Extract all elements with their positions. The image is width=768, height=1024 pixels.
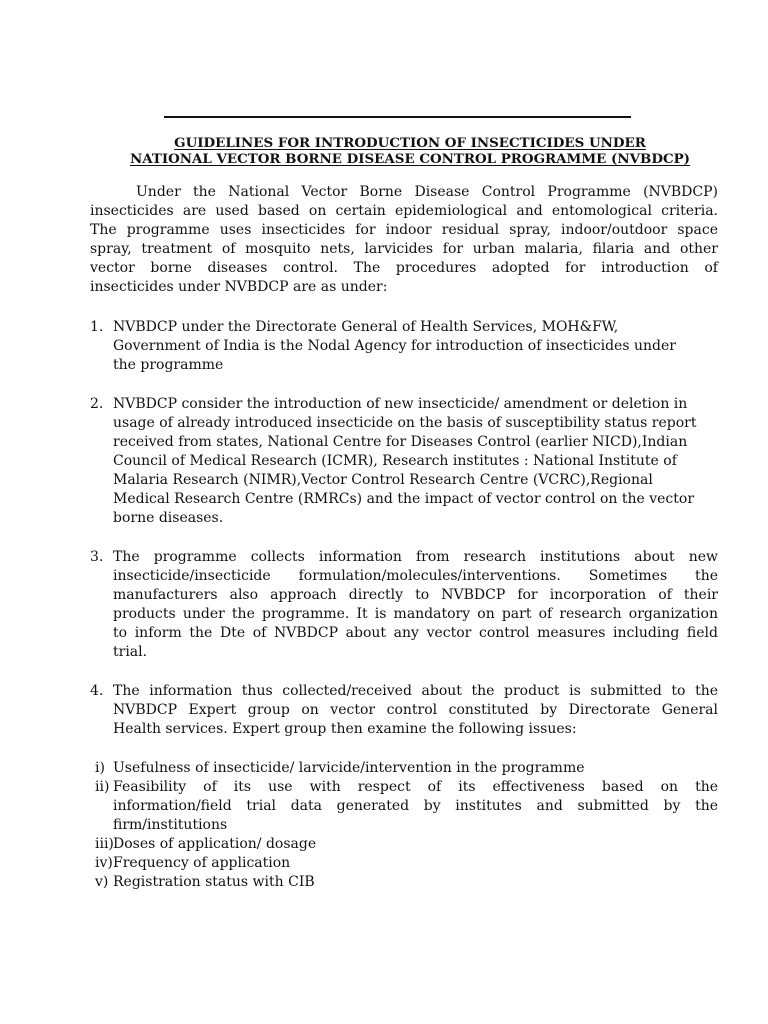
issue-line: Feasibility of its use with respect of its effectiveness based on the (113, 779, 718, 795)
list-item-number: 1. (90, 319, 104, 335)
list-item-line: NVBDCP Expert group on vector control constituted by Directorate General (113, 702, 718, 718)
issue-line: firm/institutions (113, 817, 228, 833)
list-item-line: NVBDCP consider the introduction of new insecticide/ amendment or deletion in (113, 396, 688, 412)
document-title-line-1: GUIDELINES FOR INTRODUCTION OF INSECTICIDES UNDER (174, 135, 646, 151)
list-item-line: The programme collects information from research institutions about new (113, 549, 718, 565)
header-rule (164, 116, 631, 118)
issue-number: ii) (95, 779, 110, 795)
list-item-line: usage of already introduced insecticide on the basis of susceptibility status report (113, 415, 697, 431)
list-item-line: products under the programme. It is mandatory on part of research organization (113, 606, 718, 622)
issue-line: Doses of application/ dosage (113, 836, 317, 852)
list-item-line: Medical Research Centre (RMRCs) and the impact of vector control on the vector (113, 491, 695, 507)
list-item-line: Malaria Research (NIMR),Vector Control Research Centre (VCRC),Regional (113, 472, 653, 488)
list-item-number: 2. (90, 396, 104, 412)
intro-line: spray, treatment of mosquito nets, larvicides for urban malaria, filaria and other (90, 241, 718, 257)
list-item-number: 3. (90, 549, 104, 565)
document-title-line-2: NATIONAL VECTOR BORNE DISEASE CONTROL PROGRAMME (NVBDCP) (130, 151, 690, 167)
list-item-line: received from states, National Centre for Diseases Control (earlier NICD),Indian (113, 434, 688, 450)
list-item-number: 4. (90, 683, 104, 699)
intro-line: insecticides under NVBDCP are as under: (90, 279, 388, 295)
list-item-line: manufacturers also approach directly to NVBDCP for incorporation of their (113, 587, 718, 603)
list-item-line: Council of Medical Research (ICMR), Research institutes : National Institute of (113, 453, 677, 469)
intro-line: Under the National Vector Borne Disease Control Programme (NVBDCP) (136, 184, 718, 200)
intro-line: vector borne diseases control. The procedures adopted for introduction of (90, 260, 718, 276)
list-item-line: Health services. Expert group then examine the following issues: (113, 721, 577, 737)
issue-number: iii) (95, 836, 114, 852)
list-item-line: Government of India is the Nodal Agency for introduction of insecticides under (113, 338, 676, 354)
list-item-line: The information thus collected/received about the product is submitted to the (113, 683, 718, 699)
list-item-line: NVBDCP under the Directorate General of Health Services, MOH&FW, (113, 319, 619, 335)
list-item-line: insecticide/insecticide formulation/molecules/interventions. Sometimes the (113, 568, 718, 584)
issue-number: i) (95, 760, 105, 776)
issue-number: v) (95, 874, 109, 890)
intro-line: insecticides are used based on certain epidemiological and entomological criteria. (90, 203, 718, 219)
list-item-line: borne diseases. (113, 510, 224, 526)
issue-line: Usefulness of insecticide/ larvicide/intervention in the programme (113, 760, 585, 776)
list-item-line: the programme (113, 357, 224, 373)
issue-line: information/field trial data generated by institutes and submitted by the (113, 798, 718, 814)
issue-line: Frequency of application (113, 855, 291, 871)
issue-number: iv) (95, 855, 113, 871)
intro-line: The programme uses insecticides for indoor residual spray, indoor/outdoor space (90, 222, 718, 238)
list-item-line: to inform the Dte of NVBDCP about any vector control measures including field (113, 625, 718, 641)
issue-line: Registration status with CIB (113, 874, 315, 890)
list-item-line: trial. (113, 644, 148, 660)
